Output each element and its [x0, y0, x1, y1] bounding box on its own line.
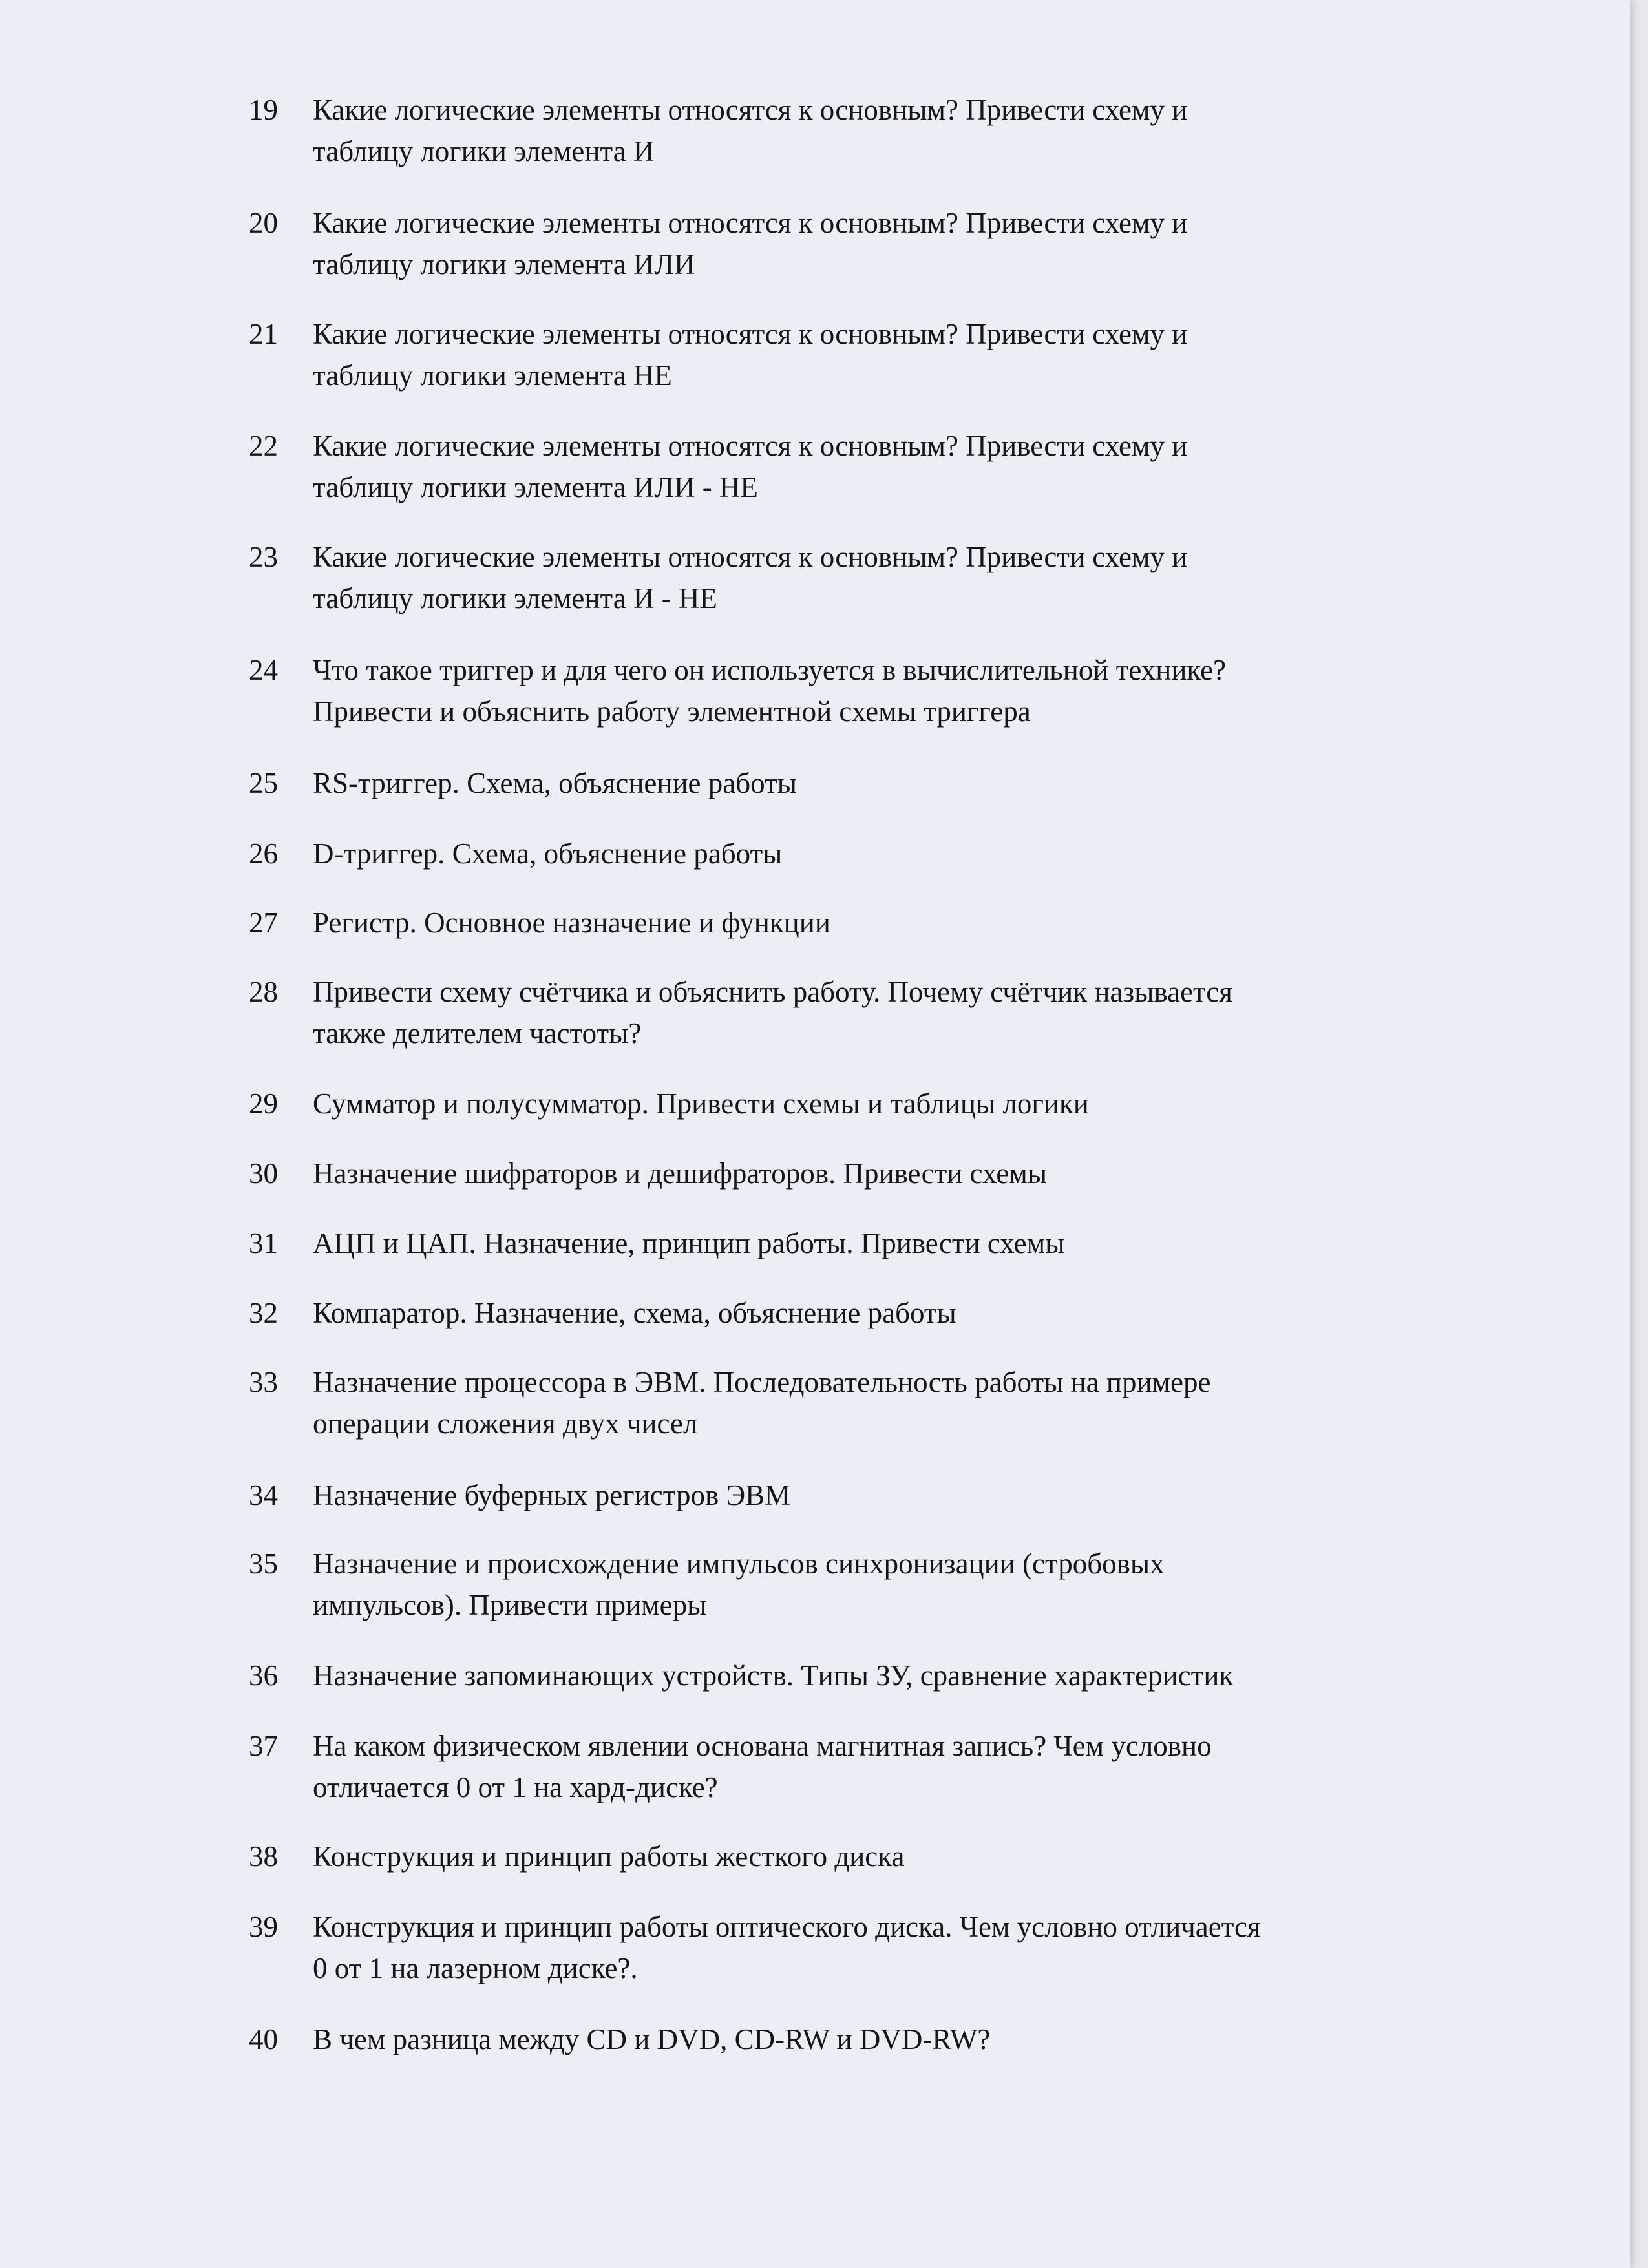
question-text: Какие логические элементы относятся к основным? Привести схему и таблицу логики элемента НЕ: [313, 318, 1188, 392]
question-number: 23: [249, 541, 278, 573]
question-text: RS-триггер. Схема, объяснение работы: [313, 767, 797, 799]
question-number: 21: [249, 318, 278, 350]
question-number: 24: [249, 654, 278, 686]
question-text: Регистр. Основное назначение и функции: [313, 907, 830, 939]
question-text: Назначение шифраторов и дешифраторов. Привести схемы: [313, 1157, 1048, 1190]
question-number: 19: [249, 94, 278, 126]
question-text: Компаратор. Назначение, схема, объяснение работы: [313, 1297, 956, 1329]
question-text: Какие логические элементы относятся к основным? Привести схему и таблицу логики элемента ИЛИ: [313, 207, 1188, 280]
question-number: 35: [249, 1548, 278, 1580]
question-text: Какие логические элементы относятся к основным? Привести схему и таблицу логики элемента ИЛИ - НЕ: [313, 430, 1188, 503]
question-number: 32: [249, 1297, 278, 1329]
question-number: 27: [249, 907, 278, 939]
question-number: 40: [249, 2023, 278, 2055]
question-number: 31: [249, 1227, 278, 1259]
question-text: АЦП и ЦАП. Назначение, принцип работы. Привести схемы: [313, 1227, 1065, 1259]
question-number: 25: [249, 767, 278, 799]
question-text: Назначение процессора в ЭВМ. Последовательность работы на примере операции сложения двух чисел: [313, 1366, 1211, 1440]
question-number: 33: [249, 1366, 278, 1398]
question-text: Какие логические элементы относятся к основным? Привести схему и таблицу логики элемента И - НЕ: [313, 541, 1188, 614]
question-text: Назначение запоминающих устройств. Типы ЗУ, сравнение характеристик: [313, 1659, 1234, 1692]
question-number: 29: [249, 1087, 278, 1120]
question-text: На каком физическом явлении основана магнитная запись? Чем условно отличается 0 от 1 на хард-диске?: [313, 1730, 1212, 1803]
question-text: Конструкция и принцип работы жесткого диска: [313, 1840, 905, 1873]
question-number: 20: [249, 207, 278, 239]
question-number: 26: [249, 837, 278, 870]
question-number: 38: [249, 1840, 278, 1873]
question-number: 39: [249, 1911, 278, 1943]
question-number: 34: [249, 1479, 278, 1511]
question-text: Назначение и происхождение импульсов синхронизации (стробовых импульсов). Привести примеры: [313, 1548, 1165, 1621]
question-text: D-триггер. Схема, объяснение работы: [313, 837, 783, 870]
question-text: Назначение буферных регистров ЭВМ: [313, 1479, 791, 1511]
question-number: 30: [249, 1157, 278, 1190]
question-number: 22: [249, 430, 278, 462]
question-number: 37: [249, 1730, 278, 1762]
question-text: Привести схему счётчика и объяснить работу. Почему счётчик называется также делителем частоты?: [313, 976, 1232, 1049]
question-number: 28: [249, 976, 278, 1008]
question-text: Что такое триггер и для чего он используется в вычислительной технике? Привести и объяснить работу элементной схемы триггера: [313, 654, 1227, 728]
question-text: Какие логические элементы относятся к основным? Привести схему и таблицу логики элемента И: [313, 94, 1188, 167]
question-text: Конструкция и принцип работы оптического диска. Чем условно отличается 0 от 1 на лазерном диске?.: [313, 1911, 1261, 1984]
question-text: В чем разница между CD и DVD, CD-RW и DVD-RW?: [313, 2023, 991, 2055]
question-number: 36: [249, 1659, 278, 1692]
question-text: Сумматор и полусумматор. Привести схемы и таблицы логики: [313, 1087, 1089, 1120]
